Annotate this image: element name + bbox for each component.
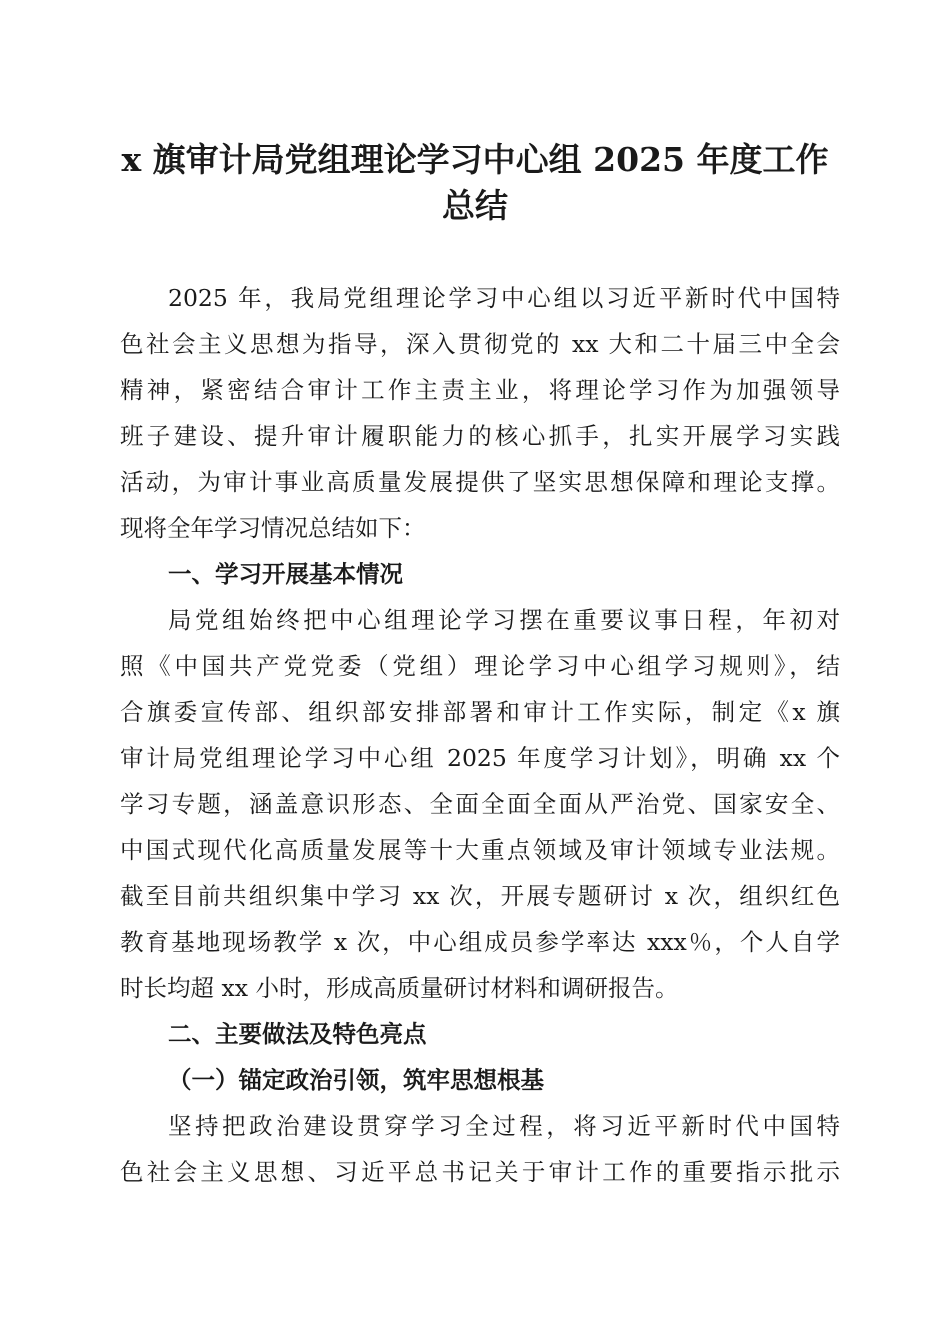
section1-line: 学习专题，涵盖意识形态、全面全面全面从严治党、国家安全、 bbox=[120, 790, 840, 818]
intro-line: 精神，紧密结合审计工作主责主业，将理论学习作为加强领导 bbox=[120, 376, 840, 404]
document-title-line2: 总结 bbox=[442, 186, 508, 225]
intro-line: 活动，为审计事业高质量发展提供了坚实思想保障和理论支撑。 bbox=[120, 468, 840, 496]
section1-line: 时长均超 xx 小时，形成高质量研讨材料和调研报告。 bbox=[120, 974, 679, 1002]
section1-line: 局党组始终把中心组理论学习摆在重要议事日程，年初对 bbox=[168, 606, 840, 634]
subsection1-heading: （一）锚定政治引领，筑牢思想根基 bbox=[168, 1066, 544, 1094]
section1-heading: 一、学习开展基本情况 bbox=[168, 560, 403, 588]
section1-line: 审计局党组理论学习中心组 2025 年度学习计划》，明确 xx 个 bbox=[120, 744, 840, 772]
intro-line: 现将全年学习情况总结如下： bbox=[120, 514, 426, 542]
intro-line: 2025 年，我局党组理论学习中心组以习近平新时代中国特 bbox=[168, 284, 840, 312]
document-title-line1: x 旗审计局党组理论学习中心组 2025 年度工作 bbox=[121, 140, 829, 179]
section1-line: 照《中国共产党党委（党组）理论学习中心组学习规则》，结 bbox=[120, 652, 840, 680]
intro-line: 班子建设、提升审计履职能力的核心抓手，扎实开展学习实践 bbox=[120, 422, 840, 450]
section1-line: 教育基地现场教学 x 次，中心组成员参学率达 xxx％，个人自学 bbox=[120, 928, 840, 956]
section2-heading: 二、主要做法及特色亮点 bbox=[168, 1020, 427, 1048]
section1-line: 合旗委宣传部、组织部安排部署和审计工作实际，制定《x 旗 bbox=[120, 698, 840, 726]
subsection1-line: 坚持把政治建设贯穿学习全过程，将习近平新时代中国特 bbox=[168, 1112, 840, 1140]
subsection1-line: 色社会主义思想、习近平总书记关于审计工作的重要指示批示 bbox=[120, 1158, 840, 1186]
section1-line: 截至目前共组织集中学习 xx 次，开展专题研讨 x 次，组织红色 bbox=[120, 882, 840, 910]
section1-line: 中国式现代化高质量发展等十大重点领域及审计领域专业法规。 bbox=[120, 836, 840, 864]
intro-line: 色社会主义思想为指导，深入贯彻党的 xx 大和二十届三中全会 bbox=[120, 330, 840, 358]
